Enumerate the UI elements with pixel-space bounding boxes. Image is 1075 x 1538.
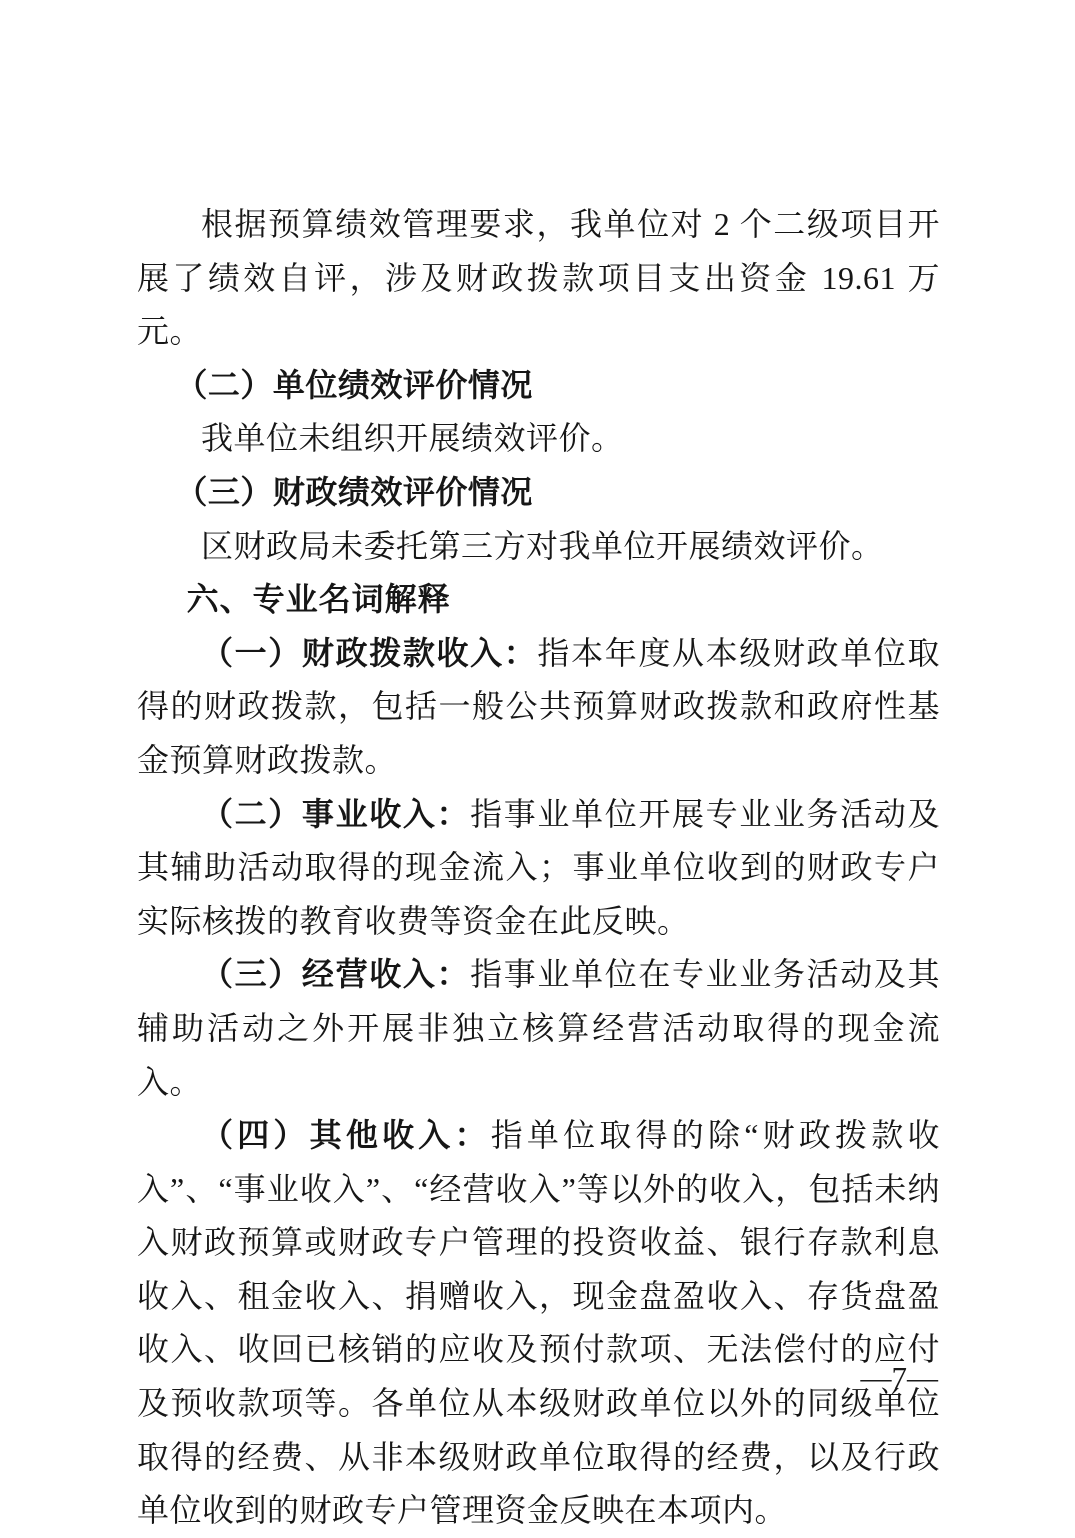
definition-paragraph-other-income	[137, 1109, 940, 1538]
paragraph-finance-evaluation: 区财政局未委托第三方对我单位开展绩效评价。	[201, 527, 884, 564]
definition-term: （一）财政拨款收入：	[201, 634, 538, 671]
definition-text: 指单位取得的除“财政拨款收入”、“事业收入”、“经营收入”等以外的收入，包括未纳入财政预算或财政专户管理的投资收益、银行存款利息收入、租金收入、捐赠收入，现金盘盈收入、存货盘盈收入、收回已核销的应收及预付款项、无法偿付的应付及预收款项等。各单位从本级财政单位以外的同级单位取得的经费、从非本级财政单位取得的经费，以及行政单位收到的财政专户管理资金反映在本项内。	[137, 1117, 940, 1529]
definition-text: 指本年度从本级财政单位取得的财政拨款，包括一般公共预算财政拨款和政府性基金预算财政拨款。	[137, 634, 940, 778]
page-number: —7—	[860, 1360, 938, 1395]
document-body	[137, 198, 940, 1538]
definition-text: 指事业单位在专业业务活动及其辅助活动之外开展非独立核算经营活动取得的现金流入。	[137, 956, 940, 1100]
paragraph-unit-evaluation: 我单位未组织开展绩效评价。	[201, 420, 624, 457]
definition-term: （四）其他收入：	[201, 1117, 491, 1154]
section-heading-terms: 六、专业名词解释	[186, 581, 451, 618]
definition-paragraph-business-income	[137, 948, 940, 1109]
subsection-heading-finance-evaluation: （三）财政绩效评价情况	[175, 473, 533, 510]
subsection-heading-unit-evaluation: （二）单位绩效评价情况	[175, 366, 533, 403]
definition-term: （二）事业收入：	[201, 795, 471, 832]
paragraph-self-evaluation: 根据预算绩效管理要求，我单位对 2 个二级项目开展了绩效自评，涉及财政拨款项目支出资金 19.61 万元。	[137, 206, 940, 350]
definition-term: （三）经营收入：	[201, 956, 471, 993]
definition-paragraph-operating-income	[137, 788, 940, 949]
definition-text: 指事业单位开展专业业务活动及其辅助活动取得的现金流入；事业单位收到的财政专户实际核拨的教育收费等资金在此反映。	[137, 795, 940, 939]
definition-paragraph-fiscal-appropriation-income	[137, 627, 940, 788]
